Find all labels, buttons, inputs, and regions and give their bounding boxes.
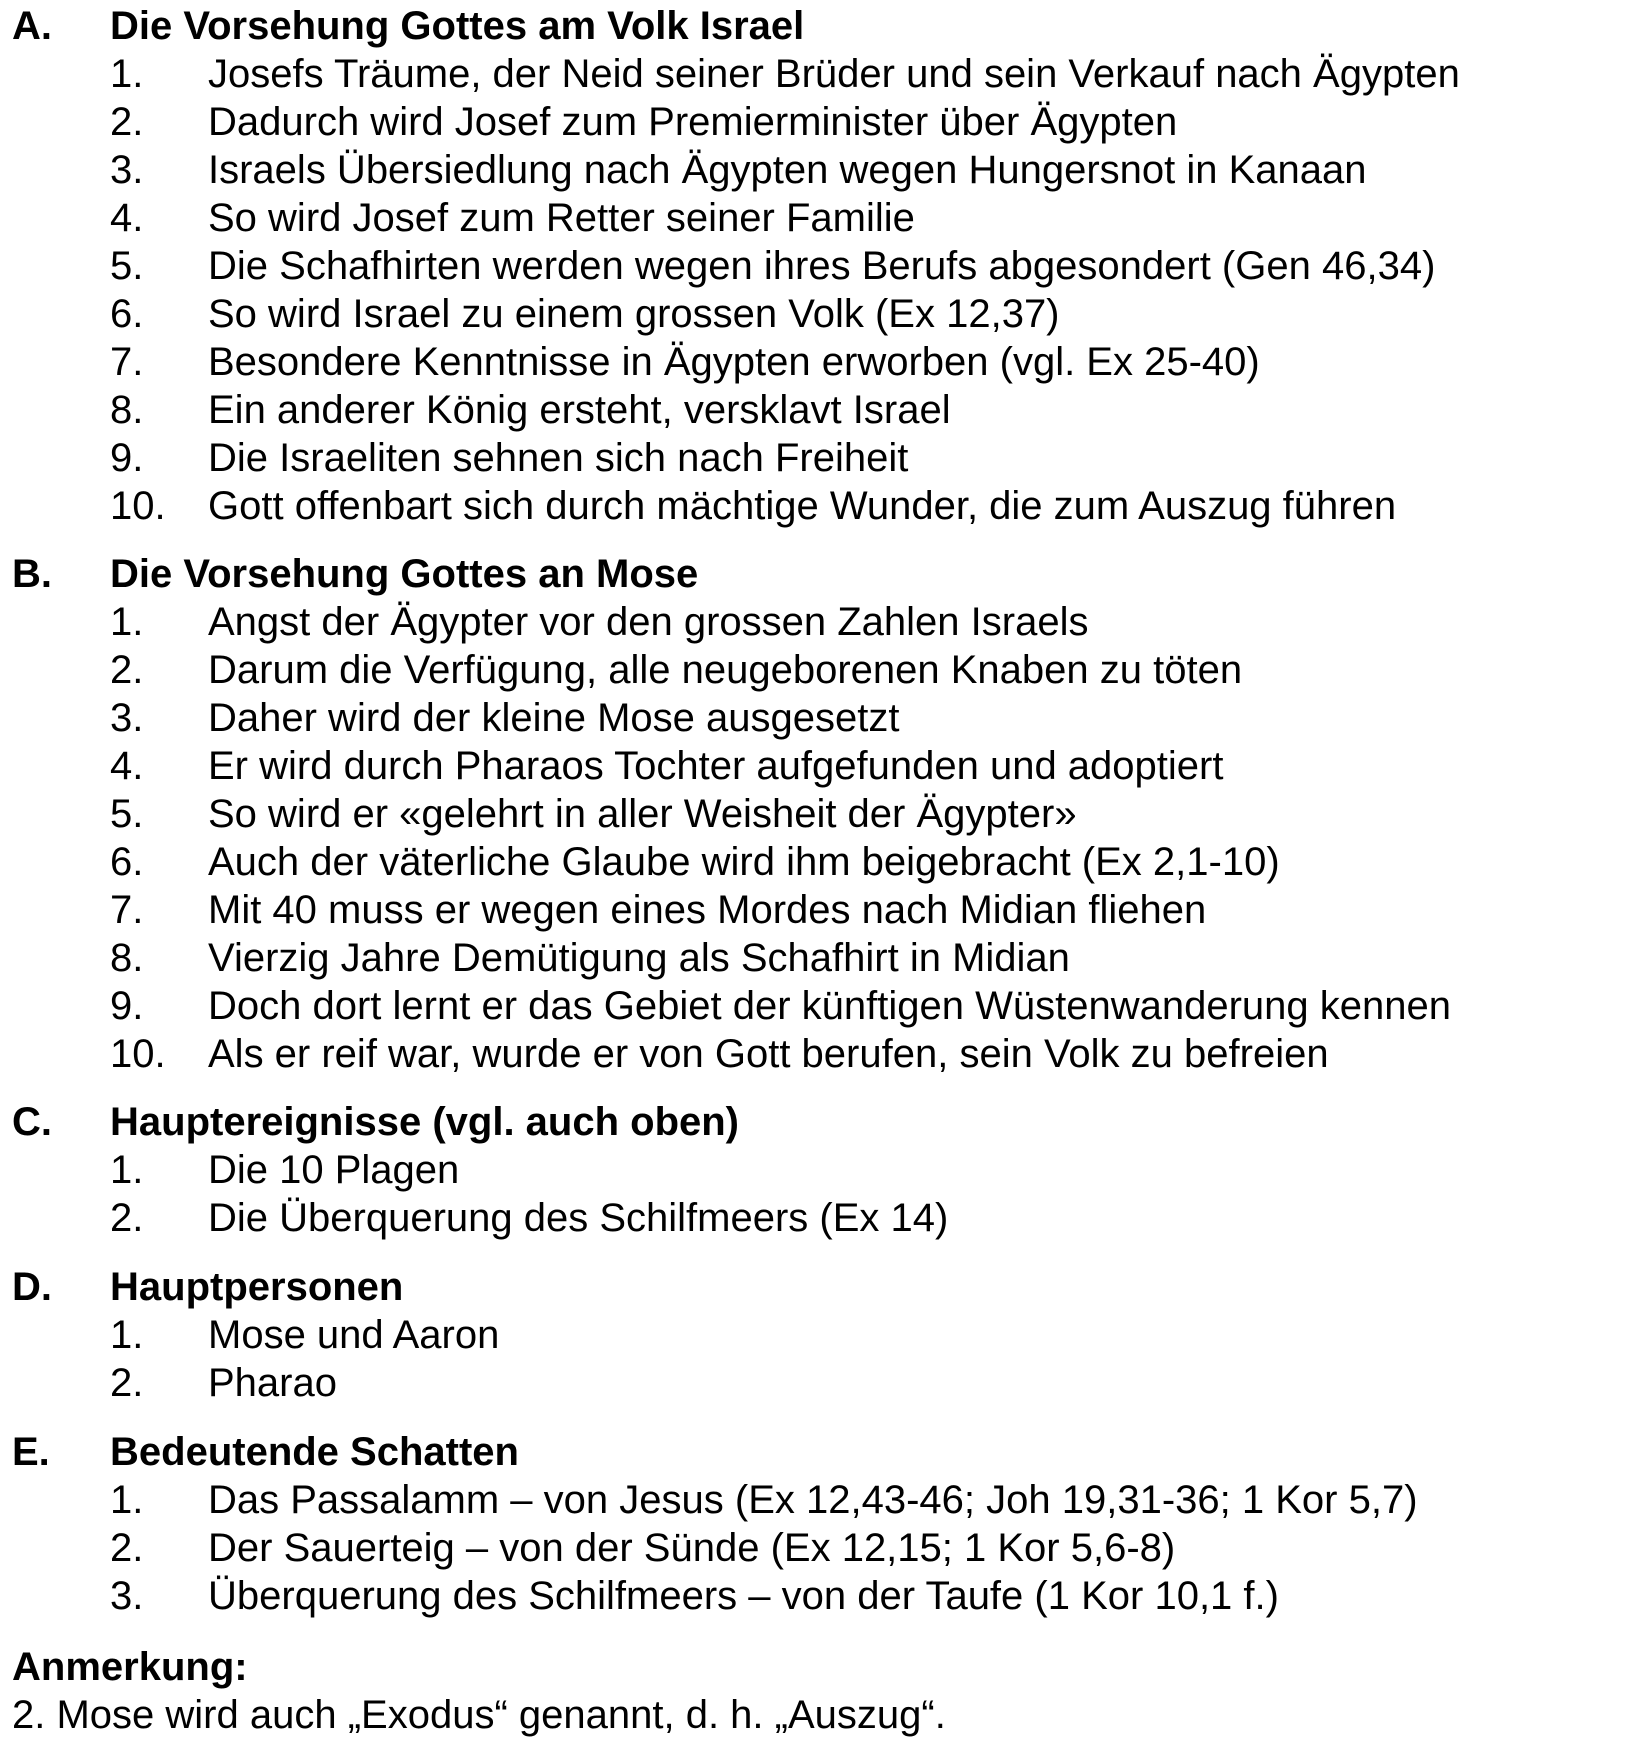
item-text: So wird Israel zu einem grossen Volk (Ex 12,37)	[208, 292, 1060, 336]
item-number: 10.	[110, 1032, 166, 1076]
item-text: Israels Übersiedlung nach Ägypten wegen Hungersnot in Kanaan	[208, 148, 1367, 192]
note-body	[12, 1691, 1612, 1739]
item-number: 3.	[110, 1574, 144, 1618]
item-text: Pharao	[208, 1361, 337, 1405]
item-text: Ein anderer König ersteht, versklavt Israel	[208, 388, 951, 432]
list-item	[0, 694, 1626, 742]
list-item	[0, 290, 1626, 338]
item-text: Josefs Träume, der Neid seiner Brüder und sein Verkauf nach Ägypten	[208, 52, 1460, 96]
list-item	[0, 98, 1626, 146]
list-item	[0, 742, 1626, 790]
item-number: 9.	[110, 984, 144, 1028]
section-title: Hauptereignisse (vgl. auch oben)	[110, 1100, 740, 1144]
section-heading	[0, 1263, 1626, 1311]
item-text: Die 10 Plagen	[208, 1148, 460, 1192]
item-number: 1.	[110, 1313, 144, 1357]
item-number: 9.	[110, 436, 144, 480]
list-item	[0, 242, 1626, 290]
list-item	[0, 1311, 1626, 1359]
item-number: 3.	[110, 148, 144, 192]
list-item	[0, 886, 1626, 934]
section-letter: D.	[12, 1265, 52, 1309]
item-number: 8.	[110, 388, 144, 432]
list-item	[0, 1476, 1626, 1524]
item-text: Doch dort lernt er das Gebiet der künftigen Wüstenwanderung kennen	[208, 984, 1451, 1028]
item-text: Besondere Kenntnisse in Ägypten erworben (vgl. Ex 25-40)	[208, 340, 1260, 384]
section-a	[0, 2, 1626, 530]
section-heading	[0, 1428, 1626, 1476]
item-text: Er wird durch Pharaos Tochter aufgefunden und adoptiert	[208, 744, 1224, 788]
note	[12, 1643, 1612, 1739]
section-title: Die Vorsehung Gottes an Mose	[110, 552, 699, 596]
note-text: 2. Mose wird auch „Exodus“ genannt, d. h. „Auszug“.	[12, 1693, 946, 1737]
item-text: Mose und Aaron	[208, 1313, 500, 1357]
list-item	[0, 194, 1626, 242]
list-item	[0, 838, 1626, 886]
list-item	[0, 790, 1626, 838]
list-item	[0, 50, 1626, 98]
item-number: 3.	[110, 696, 144, 740]
item-number: 7.	[110, 888, 144, 932]
item-number: 6.	[110, 840, 144, 884]
list-item	[0, 146, 1626, 194]
item-text: Vierzig Jahre Demütigung als Schafhirt in Midian	[208, 936, 1070, 980]
section-heading	[0, 550, 1626, 598]
item-text: Die Schafhirten werden wegen ihres Berufs abgesondert (Gen 46,34)	[208, 244, 1436, 288]
item-number: 1.	[110, 52, 144, 96]
item-text: Dadurch wird Josef zum Premierminister über Ägypten	[208, 100, 1178, 144]
item-text: Mit 40 muss er wegen eines Mordes nach Midian fliehen	[208, 888, 1207, 932]
item-text: Gott offenbart sich durch mächtige Wunder, die zum Auszug führen	[208, 484, 1397, 528]
list-item	[0, 1572, 1626, 1620]
item-text: Auch der väterliche Glaube wird ihm beigebracht (Ex 2,1-10)	[208, 840, 1280, 884]
list-item	[0, 1030, 1626, 1078]
item-number: 2.	[110, 100, 144, 144]
item-number: 2.	[110, 1526, 144, 1570]
list-item	[0, 338, 1626, 386]
item-number: 10.	[110, 484, 166, 528]
section-letter: A.	[12, 4, 52, 48]
list-item	[0, 646, 1626, 694]
item-number: 7.	[110, 340, 144, 384]
item-text: Als er reif war, wurde er von Gott berufen, sein Volk zu befreien	[208, 1032, 1329, 1076]
item-text: Das Passalamm – von Jesus (Ex 12,43-46; Joh 19,31-36; 1 Kor 5,7)	[208, 1478, 1418, 1522]
item-number: 1.	[110, 1478, 144, 1522]
section-letter: B.	[12, 552, 52, 596]
list-item	[0, 982, 1626, 1030]
list-item	[0, 1359, 1626, 1407]
list-item	[0, 434, 1626, 482]
item-text: Die Israeliten sehnen sich nach Freiheit	[208, 436, 909, 480]
item-number: 1.	[110, 600, 144, 644]
item-number: 5.	[110, 792, 144, 836]
note-heading	[12, 1643, 1612, 1691]
section-title: Die Vorsehung Gottes am Volk Israel	[110, 4, 805, 48]
list-item	[0, 1524, 1626, 1572]
item-number: 1.	[110, 1148, 144, 1192]
item-number: 2.	[110, 1196, 144, 1240]
section-b	[0, 550, 1626, 1078]
item-text: Überquerung des Schilfmeers – von der Taufe (1 Kor 10,1 f.)	[208, 1574, 1279, 1618]
item-text: Der Sauerteig – von der Sünde (Ex 12,15; 1 Kor 5,6-8)	[208, 1526, 1176, 1570]
item-number: 5.	[110, 244, 144, 288]
item-text: So wird Josef zum Retter seiner Familie	[208, 196, 915, 240]
list-item	[0, 386, 1626, 434]
section-d	[0, 1263, 1626, 1407]
section-e	[0, 1428, 1626, 1620]
section-heading	[0, 1098, 1626, 1146]
item-number: 4.	[110, 744, 144, 788]
section-heading	[0, 2, 1626, 50]
item-text: Angst der Ägypter vor den grossen Zahlen Israels	[208, 600, 1089, 644]
item-text: Die Überquerung des Schilfmeers (Ex 14)	[208, 1196, 949, 1240]
list-item	[0, 1194, 1626, 1242]
item-text: So wird er «gelehrt in aller Weisheit der Ägypter»	[208, 792, 1077, 836]
item-text: Daher wird der kleine Mose ausgesetzt	[208, 696, 900, 740]
list-item	[0, 934, 1626, 982]
section-letter: C.	[12, 1100, 52, 1144]
item-number: 6.	[110, 292, 144, 336]
note-title: Anmerkung:	[12, 1645, 248, 1689]
section-c	[0, 1098, 1626, 1242]
item-number: 2.	[110, 648, 144, 692]
item-number: 8.	[110, 936, 144, 980]
list-item	[0, 482, 1626, 530]
section-title: Hauptpersonen	[110, 1265, 404, 1309]
item-number: 4.	[110, 196, 144, 240]
list-item	[0, 1146, 1626, 1194]
section-letter: E.	[12, 1430, 50, 1474]
section-title: Bedeutende Schatten	[110, 1430, 519, 1474]
item-text: Darum die Verfügung, alle neugeborenen Knaben zu töten	[208, 648, 1243, 692]
item-number: 2.	[110, 1361, 144, 1405]
list-item	[0, 598, 1626, 646]
